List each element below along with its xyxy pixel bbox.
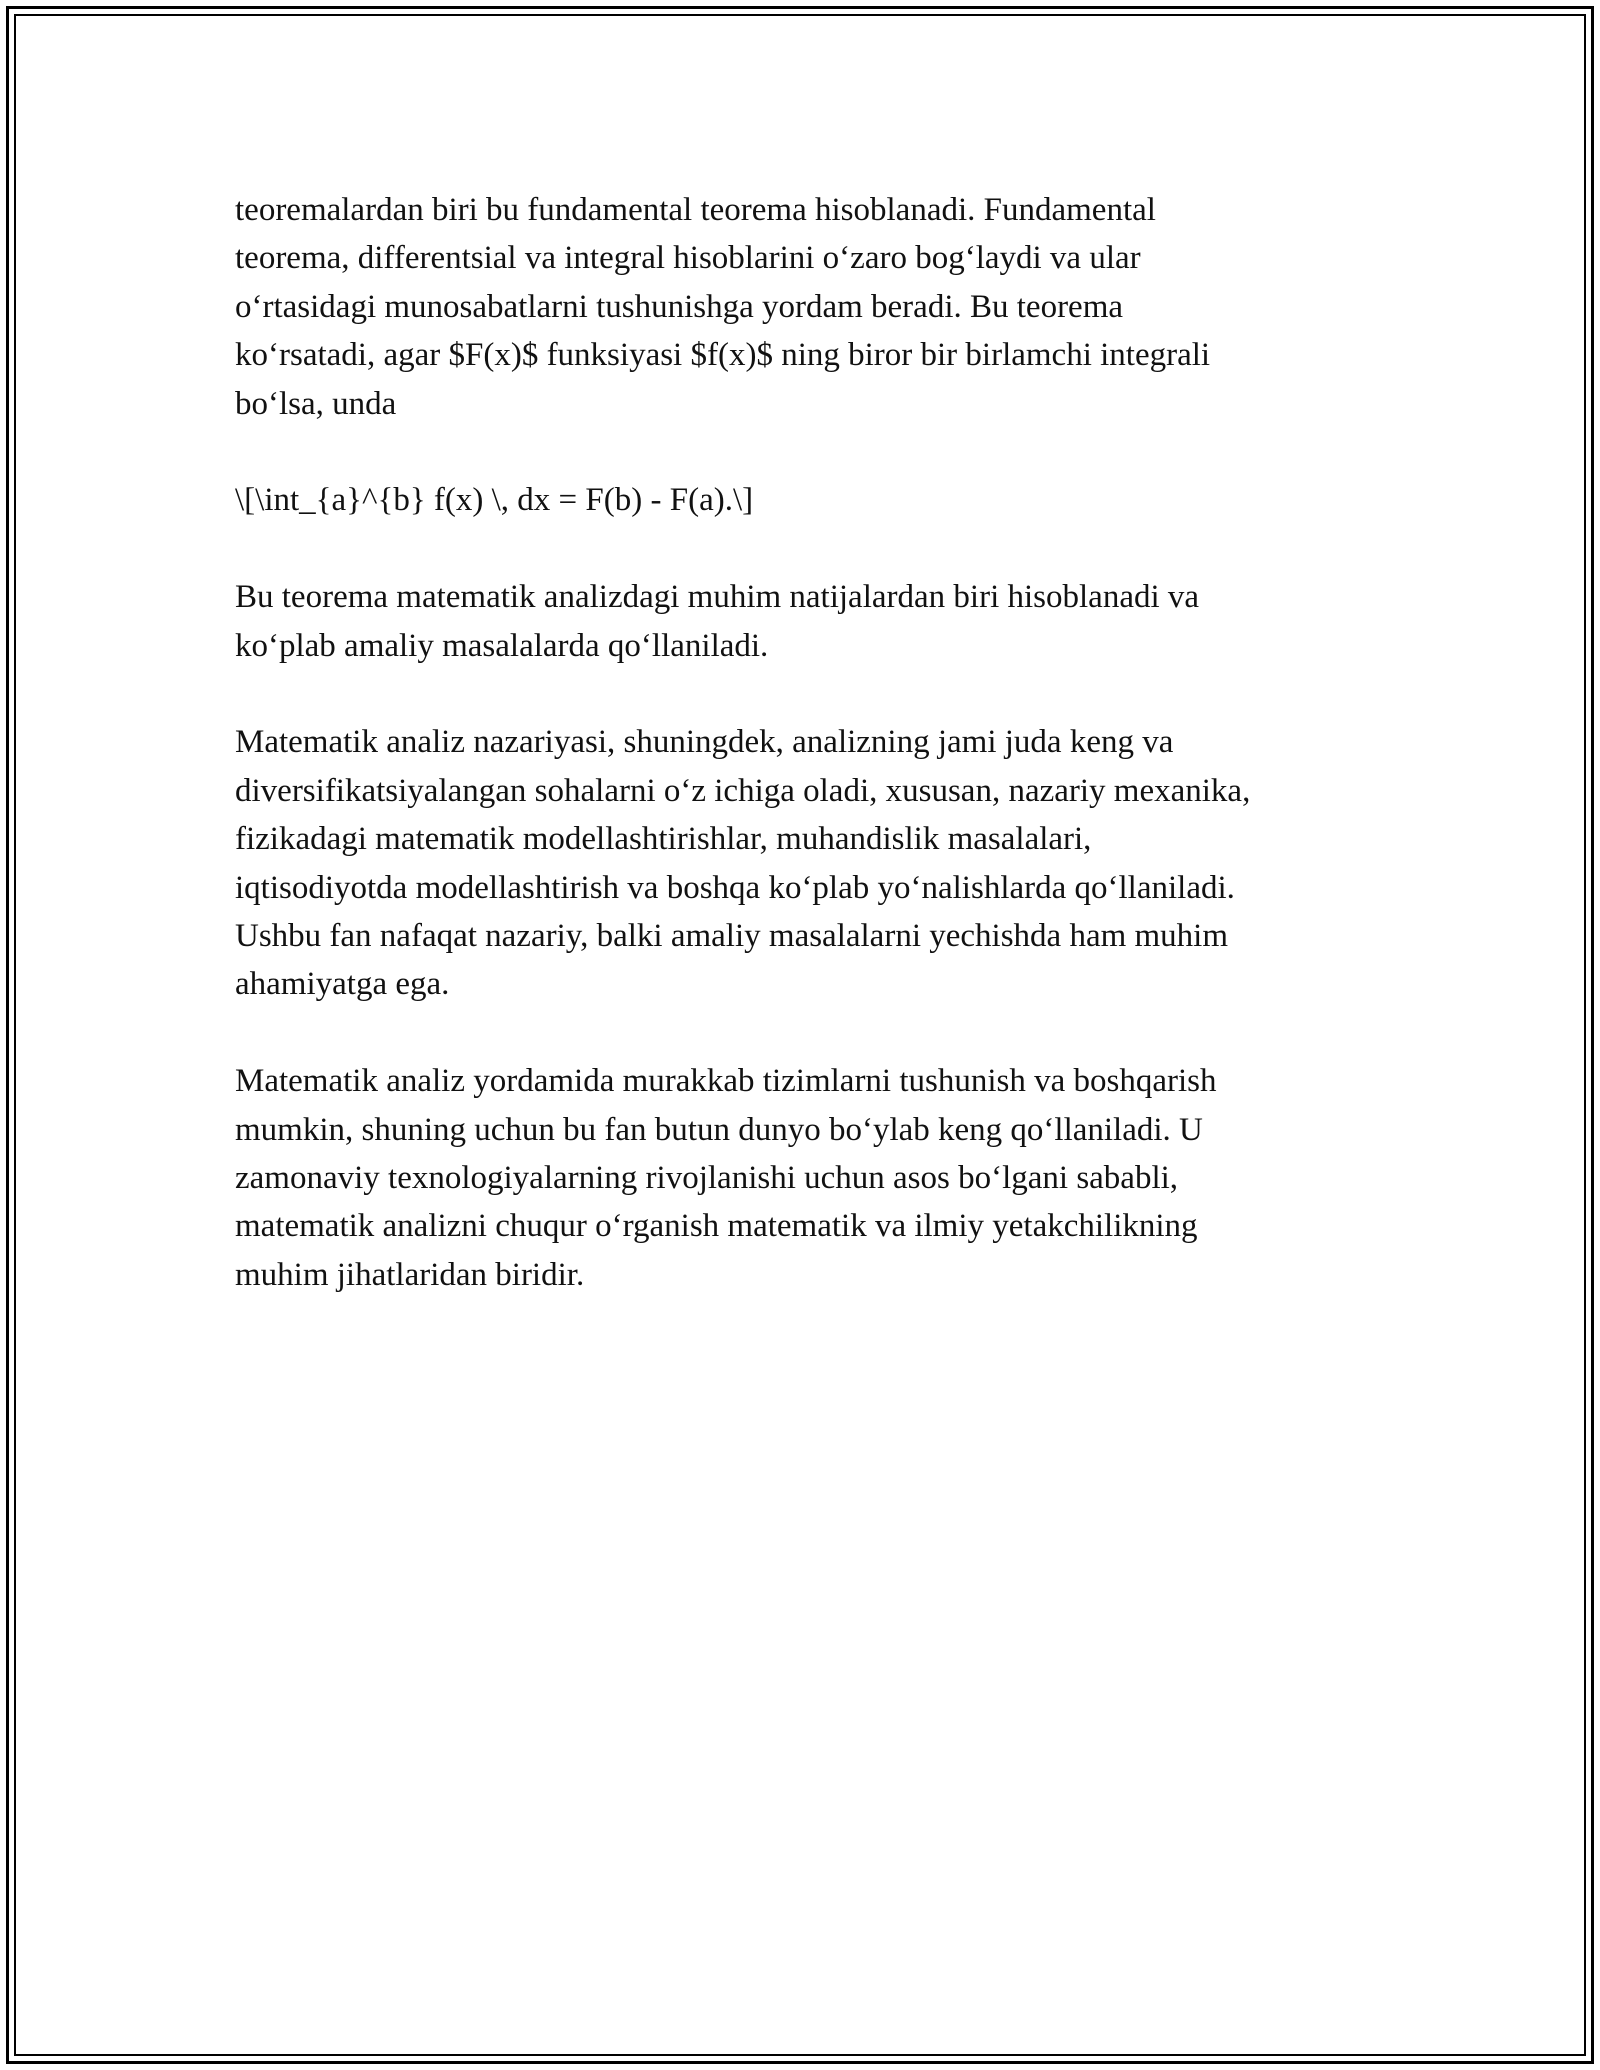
paragraph-analysis-applications: Matematik analiz yordamida murakkab tizimlarni tushunish va boshqarish mumkin, shuning uchun bu fan butun dunyo bo‘ylab keng qo‘llaniladi. U zamonaviy texnologiyalarning rivojlanishi uchun asos bo‘lgani sababli, matematik analizni chuqur o‘rganish matematik va ilmiy yetakchilikning muhim jihatlaridan biridir. [235, 1063, 1217, 1293]
paragraph-fundamental-theorem: teoremalardan biri bu fundamental teorema hisoblanadi. Fundamental teorema, differentsial va integral hisoblarini o‘zaro bog‘laydi va ular o‘rtasidagi munosabatlarni tushunishga yordam beradi. Bu teorema ko‘rsatadi, agar $F(x)$ funksiyasi $f(x)$ ning biror bir birlamchi integrali bo‘lsa, unda [235, 192, 1211, 422]
paragraph-analysis-theory: Matematik analiz nazariyasi, shuningdek, analizning jami juda keng va diversifikatsiyalangan sohalarni o‘z ichiga oladi, xususan, nazariy mexanika, fizikadagi matematik modellashtirishlar, muhandislik masalalari, iqtisodiyotda modellashtirish va boshqa ko‘plab yo‘nalishlarda qo‘llaniladi. Ushbu fan nafaqat nazariy, balki amaliy masalalarni yechishda ham muhim ahamiyatga ega. [235, 724, 1251, 1003]
formula-integral: \[\int_{a}^{b} f(x) \, dx = F(b) - F(a).\] [235, 482, 754, 519]
paragraph-theorem-importance: Bu teorema matematik analizdagi muhim natijalardan biri hisoblanadi va ko‘plab amaliy masalalarda qo‘llaniladi. [235, 579, 1200, 664]
document-body [235, 186, 1375, 1348]
